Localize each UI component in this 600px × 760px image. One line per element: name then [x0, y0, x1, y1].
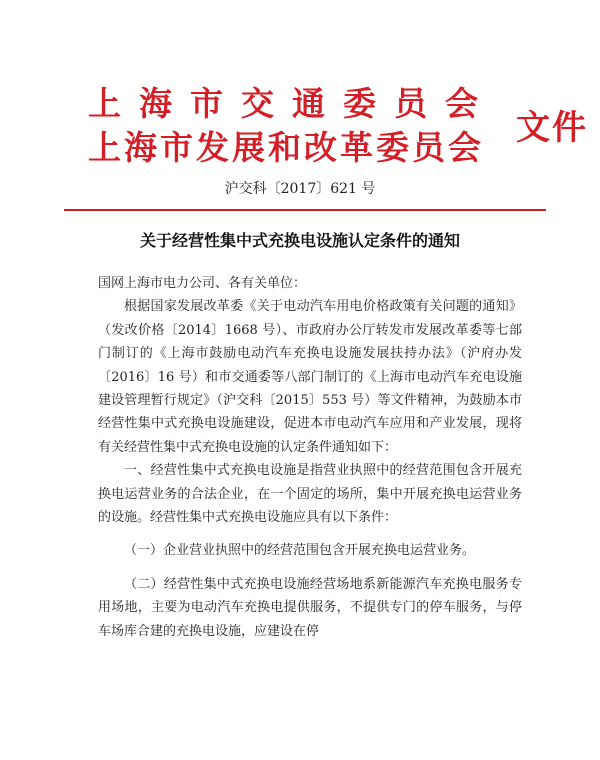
issuing-org-1: 上海市交通委员会: [88, 84, 496, 123]
document-type-label: 文件: [516, 108, 588, 148]
body-paragraph-2: 一、经营性集中式充换电设施是指营业执照中的经营范围包含开展充换电运营业务的合法企业，在一个固定的场所，集中开展充换电运营业务的设施。经营性集中式充换电设施应具有以下条件：: [98, 463, 522, 526]
paragraph-spacer: [98, 563, 522, 573]
body-paragraph-4: （二）经营性集中式充换电设施经营场地系新能源汽车充换电服务专用场地，主要为电动汽车充换电提供服务，不提供专门的停车服务，与停车场库合建的充换电设施，应建设在停: [98, 576, 522, 639]
document-number: 沪交科〔2017〕621 号: [224, 181, 376, 197]
paragraph-spacer: [98, 529, 522, 539]
document-title: 关于经营性集中式充换电设施认定条件的通知: [139, 231, 460, 250]
document-header: [88, 78, 588, 168]
salutation: 国网上海市电力公司、各有关单位：: [98, 276, 307, 291]
body-paragraph-1: 根据国家发展改革委《关于电动汽车用电价格政策有关问题的通知》（发改价格〔2014〕1668 号）、市政府办公厅转发市发展改革委等七部门制订的《上海市鼓励电动汽车充换电设施发展扶持办法》（沪府办发〔2016〕16 号）和市交通委等八部门制订的《上海市电动汽车充电设施建设管理暂行规定》（沪交科〔2015〕553 号）等文件精神，为鼓励本市经营性集中式充换电设施建设，促进本市电动汽车应用和产业发展，现将有关经营性集中式充换电设施的认定条件通知如下：: [98, 299, 522, 455]
body-paragraph-3: （一）企业营业执照中的经营范围包含开展充换电运营业务。: [124, 543, 476, 559]
document-body: [98, 272, 522, 643]
issuing-org-2: 上海市发展和改革委员会: [88, 128, 484, 167]
red-separator-line: [64, 209, 546, 211]
